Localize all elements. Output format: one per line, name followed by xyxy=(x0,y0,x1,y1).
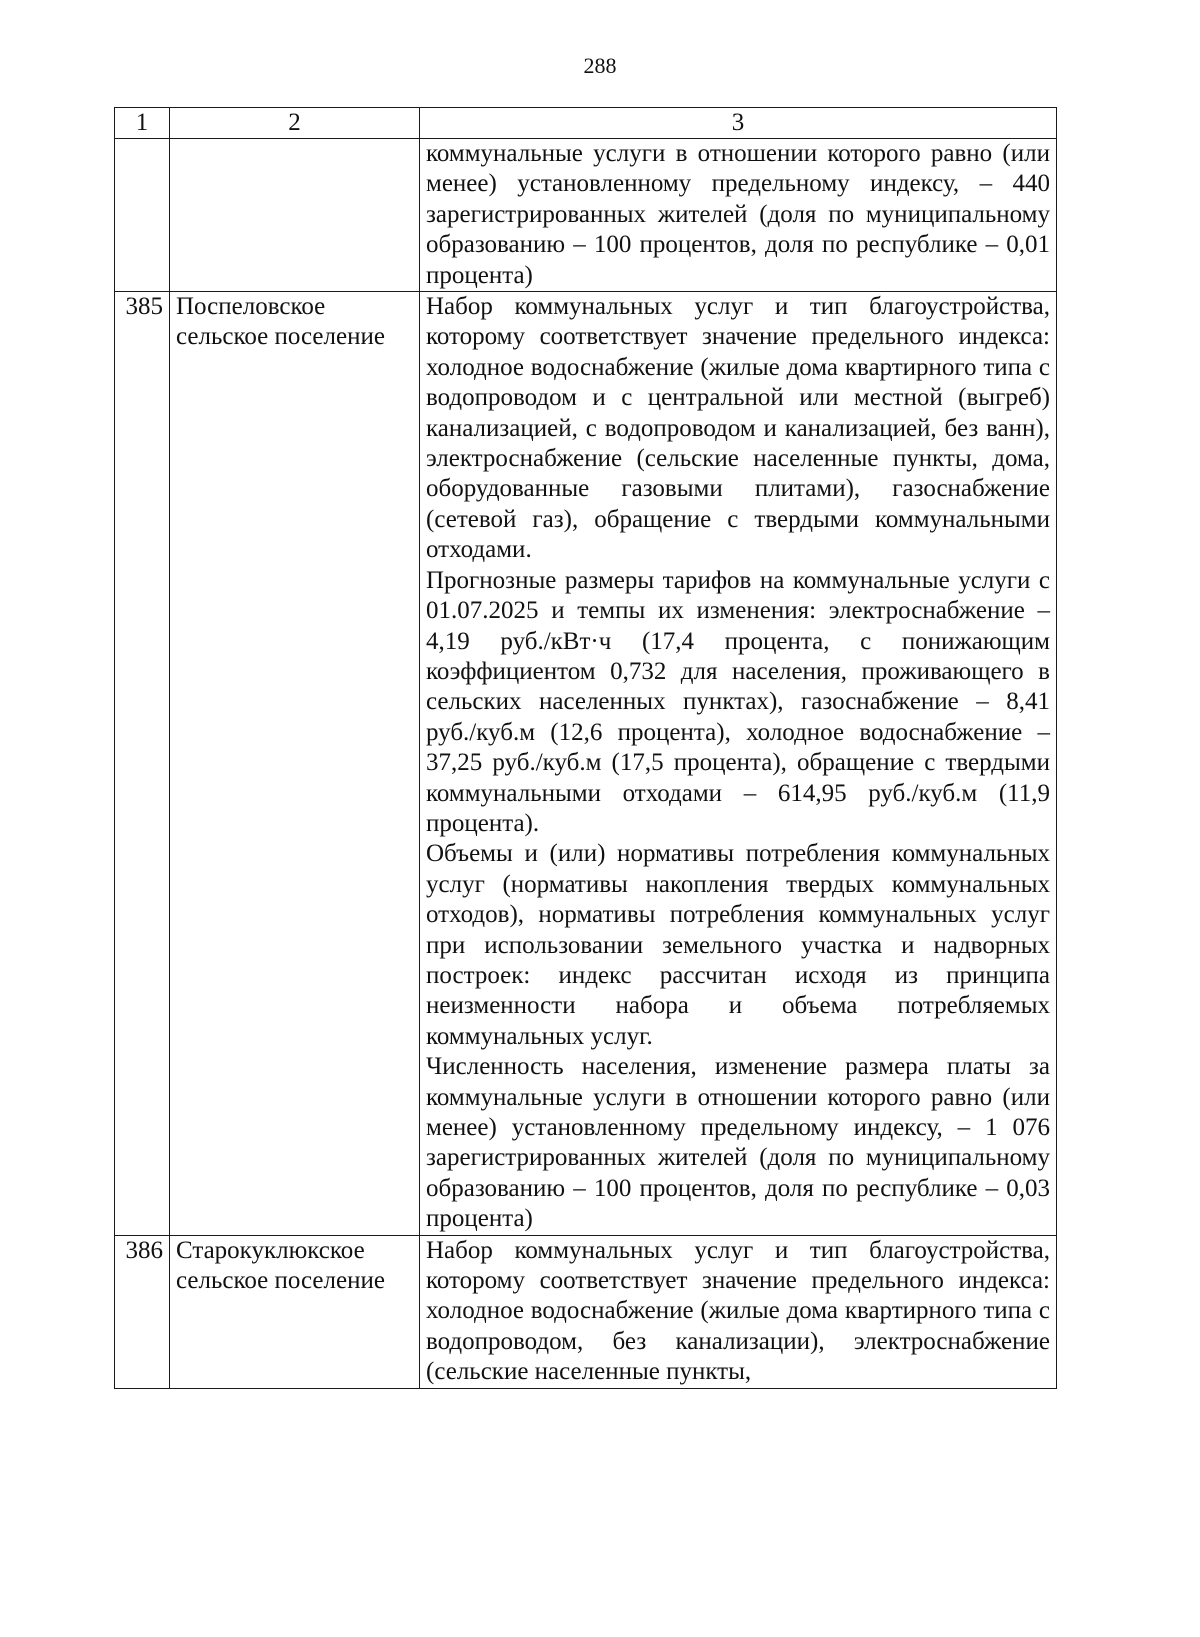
description-paragraph: Объемы и (или) нормативы потребления коммунальных услуг (нормативы накопления твердых коммунальных отходов), нормативы потребления коммунальных услуг при использовании земельного участка и надворных построек: индекс рассчитан исходя из принципа неизменности набора и объема потребляемых коммунальных услуг. xyxy=(426,840,1050,1050)
column-header-2: 2 xyxy=(170,108,420,139)
tariff-table xyxy=(114,107,1057,1389)
settlement-name: Старокуклюкское сельское поселение xyxy=(170,1235,420,1388)
row-description xyxy=(420,139,1057,292)
settlement-name xyxy=(170,139,420,292)
row-number: 386 xyxy=(115,1235,170,1388)
page-number: 288 xyxy=(583,53,617,78)
description-paragraph: Прогнозные размеры тарифов на коммунальные услуги с 01.07.2025 и темпы их изменения: электроснабжение – 4,19 руб./кВт·ч (17,4 процента, с понижающим коэффициентом 0,732 для населения, проживающего в сельских населенных пунктах), газоснабжение – 8,41 руб./куб.м (12,6 процента), холодное водоснабжение – 37,25 руб./куб.м (17,5 процента), обращение с твердыми коммунальными отходами – 614,95 руб./куб.м (11,9 процента). xyxy=(426,566,1050,837)
row-description xyxy=(420,1235,1057,1388)
column-header-3: 3 xyxy=(420,108,1057,139)
column-header-1: 1 xyxy=(115,108,170,139)
row-description xyxy=(420,292,1057,1236)
table-row-386 xyxy=(115,1235,1057,1388)
description-paragraph: Набор коммунальных услуг и тип благоустройства, которому соответствует значение предельного индекса: холодное водоснабжение (жилые дома квартирного типа с водопроводом и с центральной или местной (выгреб) канализацией, с водопроводом и канализацией, без ванн), электроснабжение (сельские населенные пункты, дома, оборудованные газовыми плитами), газоснабжение (сетевой газ), обращение с твердыми коммунальными отходами. xyxy=(426,293,1050,564)
description-paragraph: Набор коммунальных услуг и тип благоустройства, которому соответствует значение предельного индекса: холодное водоснабжение (жилые дома квартирного типа с водопроводом, без канализации), электроснабжение (сельские населенные пункты, xyxy=(426,1236,1050,1386)
row-number: 385 xyxy=(115,292,170,1236)
table-header-row xyxy=(115,108,1057,139)
row-number xyxy=(115,139,170,292)
settlement-name: Поспеловское сельское поселение xyxy=(170,292,420,1236)
table-row-continued xyxy=(115,139,1057,292)
description-paragraph: коммунальные услуги в отношении которого равно (или менее) установленному предельному индексу, – 440 зарегистрированных жителей (доля по муниципальному образованию – 100 процентов, доля по республике – 0,01 процента) xyxy=(426,140,1050,289)
description-paragraph: Численность населения, изменение размера платы за коммунальные услуги в отношении которого равно (или менее) установленному предельному индексу, – 1 076 зарегистрированных жителей (доля по муниципальному образованию – 100 процентов, доля по республике – 0,03 процента) xyxy=(426,1053,1050,1233)
table-row-385 xyxy=(115,292,1057,1236)
